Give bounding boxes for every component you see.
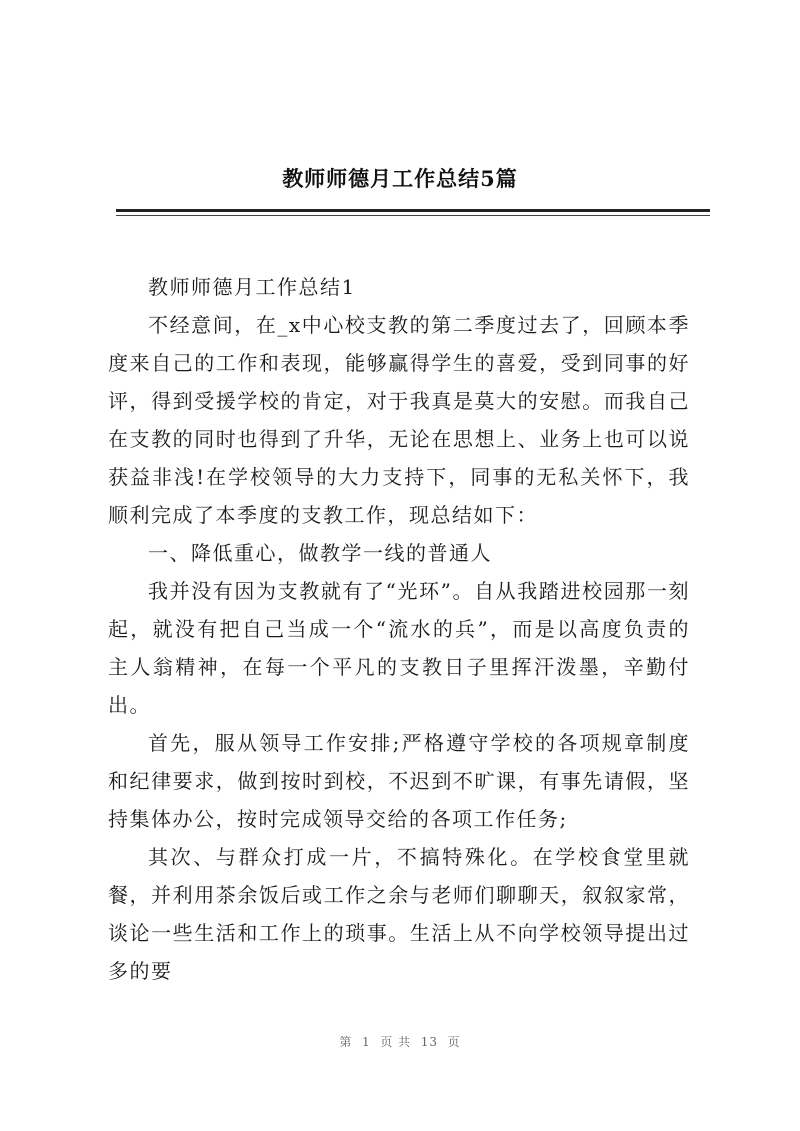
title-divider-thin xyxy=(116,215,710,216)
subsection-heading: 一、降低重心，做教学一线的普通人 xyxy=(148,541,492,565)
paragraph: 其次、与群众打成一片，不搞特殊化。在学校食堂里就餐，并利用茶余饭后或工作之余与老师们聊聊天，叙叙家常，谈论一些生活和工作上的琐事。生活上从不向学校领导提出过多的要 xyxy=(108,845,690,983)
document-title: 教师师德月工作总结5篇 xyxy=(282,166,518,191)
paragraph: 首先，服从领导工作安排;严格遵守学校的各项规章制度和纪律要求，做到按时到校，不迟到不旷课，有事先请假，坚持集体办公，按时完成领导交给的各项工作任务; xyxy=(108,731,690,831)
section-heading: 教师师德月工作总结1 xyxy=(148,275,356,299)
paragraph: 不经意间，在_x中心校支教的第二季度过去了，回顾本季度来自己的工作和表现，能够赢得学生的喜爱，受到同事的好评，得到受援学校的肯定，对于我真是莫大的安慰。而我自己在支教的同时也得到了升华，无论在思想上、业务上也可以说获益非浅!在学校领导的大力支持下，同事的无私关怀下，我顺利完成了本季度的支教工作，现总结如下： xyxy=(108,313,690,527)
page-number-footer: 第 1 页 共 13 页 xyxy=(339,1035,461,1049)
paragraph: 我并没有因为支教就有了“光环”。自从我踏进校园那一刻起，就没有把自己当成一个“流水的兵”，而是以高度负责的主人翁精神，在每一个平凡的支教日子里挥汗泼墨，辛勤付出。 xyxy=(108,579,690,717)
document-body xyxy=(108,268,690,990)
title-divider xyxy=(116,209,710,212)
